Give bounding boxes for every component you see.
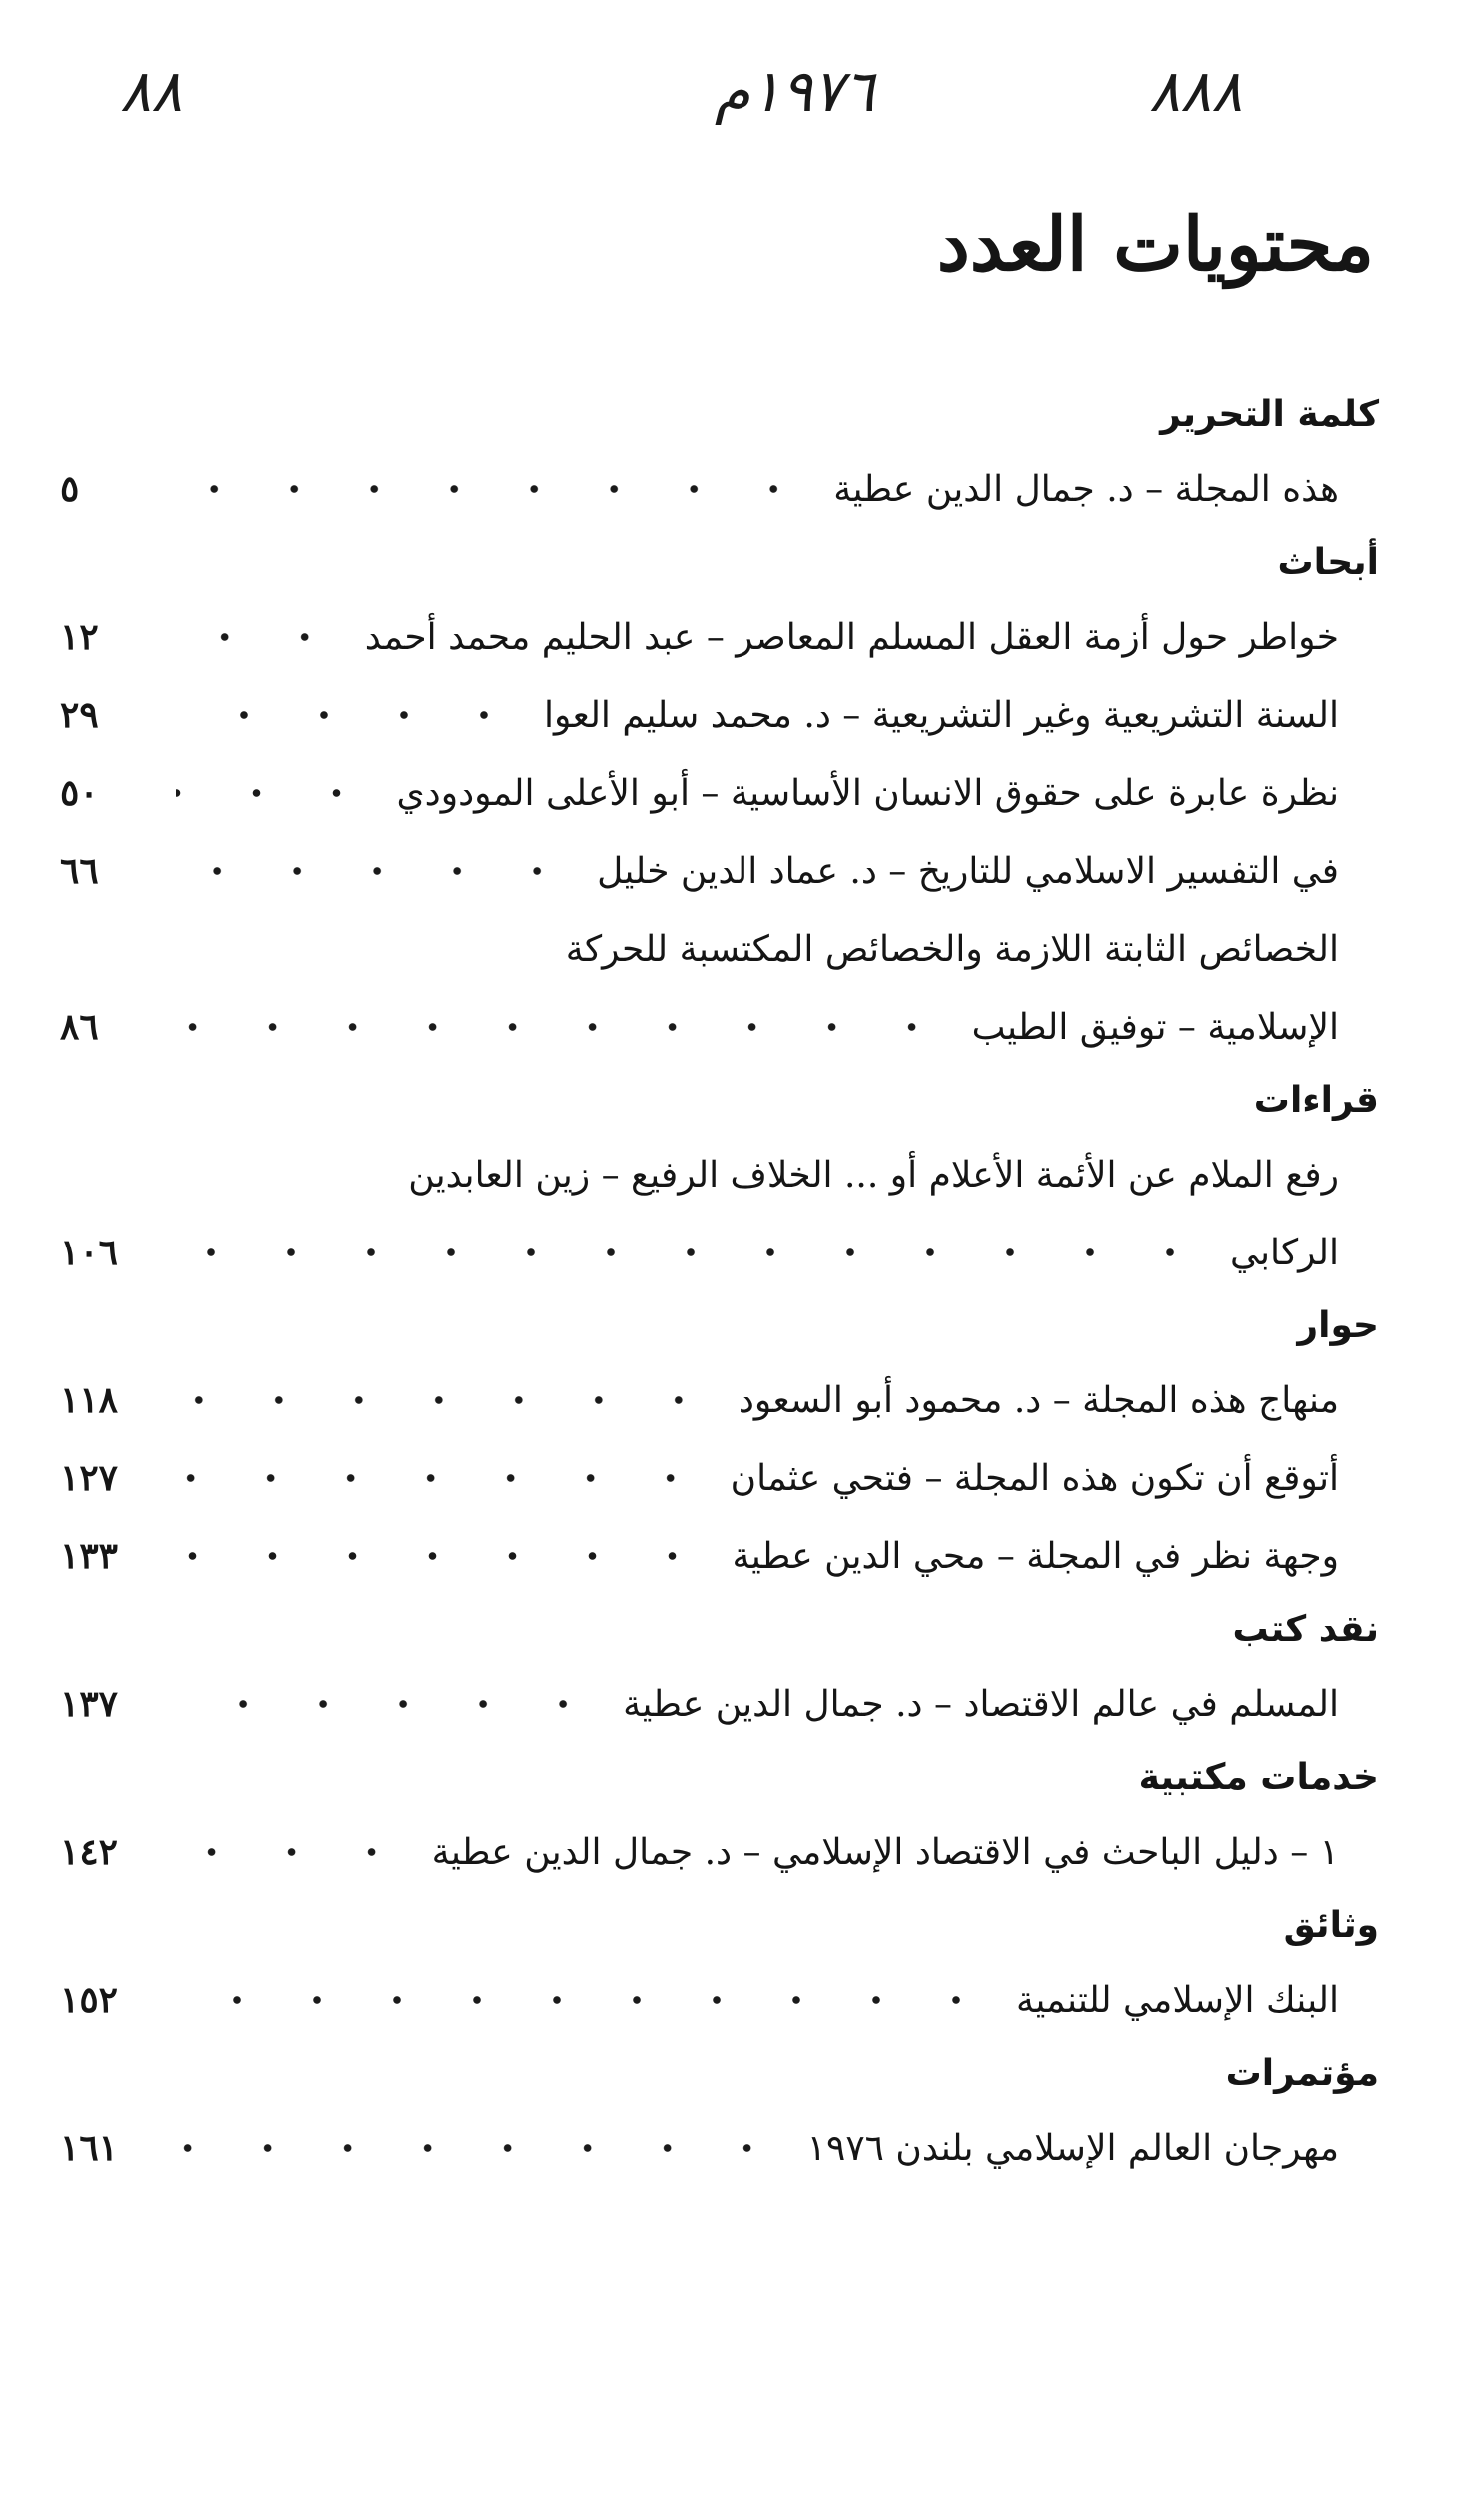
- page-number: ١٦١: [60, 2127, 119, 2169]
- toc-entry: [60, 1361, 1379, 1439]
- page-number: ٥: [60, 468, 80, 510]
- entry-title: الركابي: [1230, 1232, 1339, 1273]
- entry-title: نظرة عابرة على حقوق الانسان الأساسية – أبو الأعلى المودودي: [396, 772, 1339, 814]
- page-number: ١٢٧: [60, 1457, 119, 1499]
- toc-entry: [60, 2109, 1379, 2187]
- toc-section: [60, 2039, 1379, 2187]
- entry-title: وجهة نظر في المجلة – محي الدين عطية: [732, 1535, 1339, 1577]
- dot-leader: [176, 1382, 719, 1418]
- entry-title: منهاج هذه المجلة – د. محمود أبو السعود: [738, 1379, 1339, 1421]
- entry-title: البنك الإسلامي للتنمية: [1016, 1979, 1339, 2021]
- toc-entry: [60, 910, 1379, 988]
- entry-title: أتوقع أن تكون هذه المجلة – فتحي عثمان: [730, 1457, 1339, 1499]
- section-title: أبحاث: [1277, 542, 1379, 583]
- toc-entry: [60, 1665, 1379, 1743]
- toc-entry: [60, 1136, 1379, 1214]
- toc-section: [60, 1743, 1379, 1891]
- page-number: ٦٦: [60, 850, 99, 892]
- page-number: ١٠٦: [60, 1232, 119, 1273]
- page-number: ١٥٢: [60, 1979, 119, 2021]
- dot-leader: [176, 471, 813, 507]
- toc-section: [60, 380, 1379, 528]
- dot-leader: [176, 1538, 713, 1574]
- handwritten-number-right: ٨٨٨: [1149, 57, 1243, 125]
- dot-leader: [176, 619, 345, 655]
- page-number: ١٢: [60, 616, 99, 658]
- dot-leader: [176, 1834, 412, 1870]
- page-number: ١٣٣: [60, 1535, 119, 1577]
- toc-entry: [60, 676, 1379, 754]
- dot-leader: [176, 1009, 952, 1045]
- section-title: قراءات: [1253, 1080, 1379, 1121]
- toc-section: [60, 528, 1379, 1066]
- toc-section: [60, 1595, 1379, 1743]
- page-number: ٢٩: [60, 694, 99, 736]
- dot-leader: [176, 1235, 1210, 1270]
- entry-title: رفع الملام عن الأئمة الأعلام أو ... الخلاف الرفيع – زين العابدين: [408, 1154, 1339, 1196]
- dot-leader: [176, 697, 524, 733]
- entry-title: هذه المجلة – د. جمال الدين عطية: [833, 468, 1339, 510]
- table-of-contents: [60, 380, 1379, 2187]
- section-title: نقد كتب: [1232, 1609, 1379, 1650]
- page-number: ٥٠: [60, 772, 99, 814]
- dot-leader: [176, 853, 577, 889]
- toc-entry: [60, 1517, 1379, 1595]
- toc-entry: [60, 598, 1379, 676]
- toc-section: [60, 1066, 1379, 1291]
- toc-entry: [60, 832, 1379, 910]
- toc-entry: [60, 450, 1379, 528]
- dot-leader: [176, 1686, 603, 1722]
- handwritten-number-left: ٨٨: [120, 57, 183, 125]
- entry-title: المسلم في عالم الاقتصاد – د. جمال الدين عطية: [623, 1683, 1339, 1725]
- page-number: ٨٦: [60, 1006, 99, 1048]
- page-number: ١١٨: [60, 1379, 119, 1421]
- toc-entry: [60, 1961, 1379, 2039]
- entry-title: الخصائص الثابتة اللازمة والخصائص المكتسبة للحركة: [565, 928, 1339, 970]
- section-title: حوار: [1297, 1305, 1379, 1346]
- toc-entry: [60, 1439, 1379, 1517]
- section-title: وثائق: [1283, 1905, 1379, 1946]
- entry-title: الإسلامية – توفيق الطيب: [971, 1006, 1339, 1048]
- section-title: خدمات مكتبية: [1138, 1757, 1379, 1798]
- dot-leader: [176, 1460, 711, 1496]
- toc-entry: [60, 1813, 1379, 1891]
- page-number: ١٣٧: [60, 1683, 119, 1725]
- toc-section: [60, 1291, 1379, 1595]
- entry-title: السنة التشريعية وغير التشريعية – د. محمد سليم العوا: [543, 694, 1339, 736]
- page-number: ١٤٢: [60, 1831, 119, 1873]
- handwritten-year: ١٩٧٦م: [715, 57, 875, 125]
- toc-entry: [60, 754, 1379, 832]
- section-title: مؤتمرات: [1225, 2053, 1379, 2094]
- entry-title: خواطر حول أزمة العقل المسلم المعاصر – عبد الحليم محمد أحمد: [364, 616, 1339, 658]
- dot-leader: [176, 1982, 996, 2018]
- entry-title: مهرجان العالم الإسلامي بلندن ١٩٧٦: [806, 2127, 1339, 2169]
- dot-leader: [176, 775, 377, 811]
- page-title: محتويات العدد: [936, 202, 1374, 288]
- entry-title: في التفسير الاسلامي للتاريخ – د. عماد الدين خليل: [597, 850, 1339, 892]
- toc-entry: [60, 988, 1379, 1066]
- toc-entry: [60, 1214, 1379, 1291]
- entry-title: ١ – دليل الباحث في الاقتصاد الإسلامي – د. جمال الدين عطية: [431, 1831, 1339, 1873]
- section-title: كلمة التحرير: [1160, 394, 1379, 435]
- toc-section: [60, 1891, 1379, 2039]
- dot-leader: [176, 2130, 787, 2166]
